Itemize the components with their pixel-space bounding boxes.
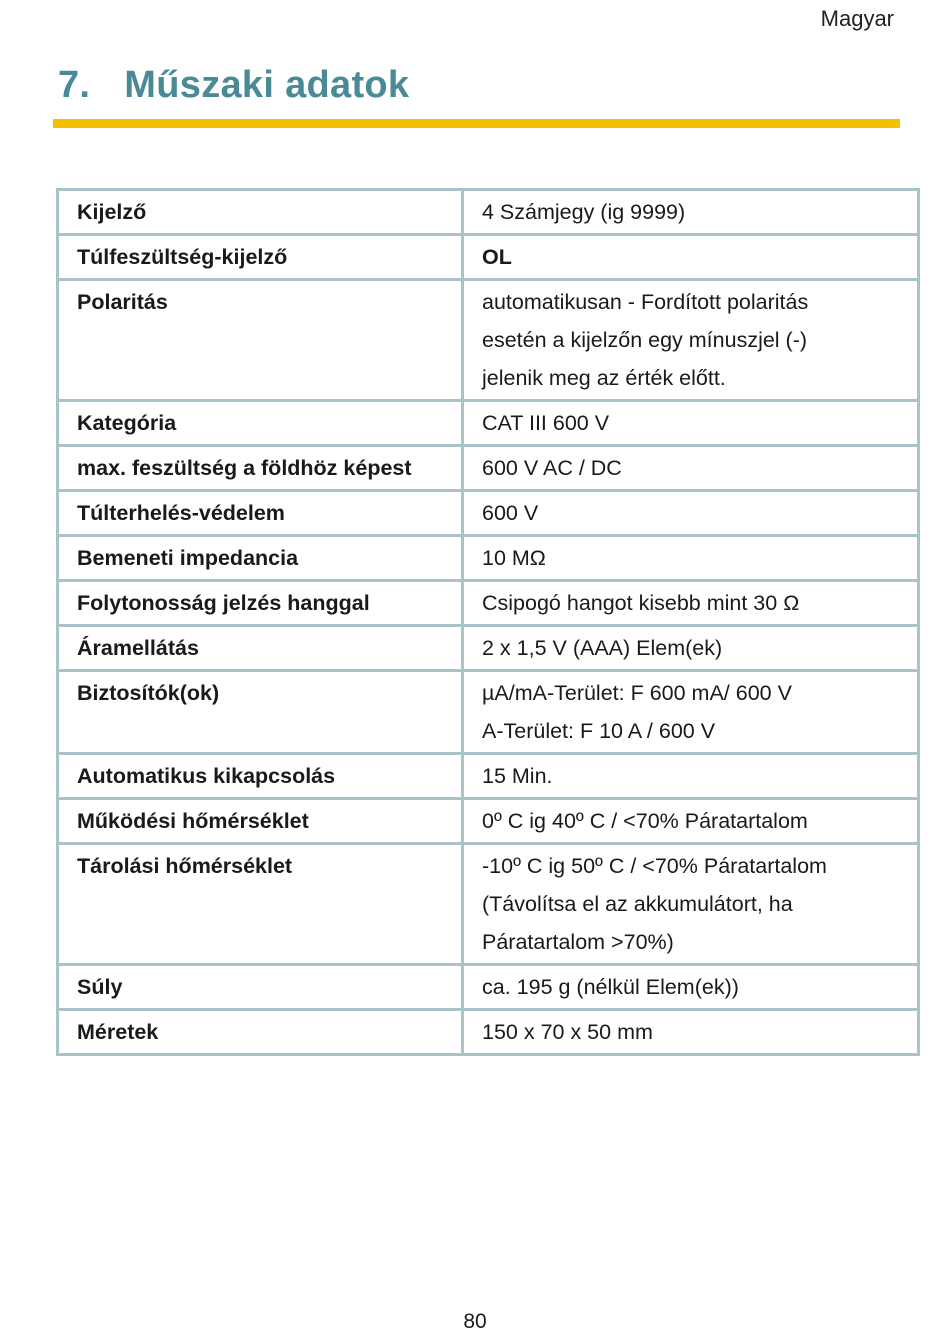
specifications-table	[56, 188, 920, 1056]
spec-label: Működési hőmérséklet	[58, 799, 463, 844]
spec-value	[463, 671, 919, 754]
spec-value-line: 600 V	[482, 501, 539, 525]
spec-label: Túlfeszültség-kijelző	[58, 235, 463, 280]
spec-value-line: µA/mA-Terület: F 600 mA/ 600 V	[482, 681, 792, 705]
spec-value-line: 600 V AC / DC	[482, 456, 622, 480]
language-label: Magyar	[820, 6, 894, 31]
table-row	[58, 799, 919, 844]
spec-value	[463, 799, 919, 844]
spec-value-line: jelenik meg az érték előtt.	[482, 366, 726, 390]
table-row	[58, 446, 919, 491]
table-row	[58, 581, 919, 626]
spec-value-line: OL	[482, 245, 512, 269]
spec-label: Kijelző	[58, 190, 463, 235]
spec-value	[463, 536, 919, 581]
page-number: 80	[463, 1310, 487, 1333]
table-row	[58, 491, 919, 536]
spec-label: Kategória	[58, 401, 463, 446]
spec-value-line: 15 Min.	[482, 764, 553, 788]
spec-value-line: 150 x 70 x 50 mm	[482, 1020, 653, 1044]
spec-label: Automatikus kikapcsolás	[58, 754, 463, 799]
spec-label: Biztosítók(ok)	[58, 671, 463, 754]
spec-value	[463, 235, 919, 280]
table-row	[58, 235, 919, 280]
spec-label: Polaritás	[58, 280, 463, 401]
spec-value-line: A-Terület: F 10 A / 600 V	[482, 719, 716, 743]
table-row	[58, 754, 919, 799]
spec-value-line: 4 Számjegy (ig 9999)	[482, 200, 686, 224]
spec-value	[463, 965, 919, 1010]
table-row	[58, 844, 919, 965]
spec-label: Súly	[58, 965, 463, 1010]
spec-value	[463, 401, 919, 446]
table-row	[58, 280, 919, 401]
spec-value	[463, 1010, 919, 1055]
spec-value	[463, 581, 919, 626]
spec-value-line: ca. 195 g (nélkül Elem(ek))	[482, 975, 739, 999]
spec-value	[463, 626, 919, 671]
table-row	[58, 965, 919, 1010]
table-row	[58, 401, 919, 446]
spec-value	[463, 844, 919, 965]
spec-value-line: (Távolítsa el az akkumulátort, ha	[482, 892, 793, 916]
spec-label: Tárolási hőmérséklet	[58, 844, 463, 965]
table-row	[58, 190, 919, 235]
spec-value-line: Csipogó hangot kisebb mint 30 Ω	[482, 591, 800, 615]
spec-value	[463, 754, 919, 799]
spec-label: Bemeneti impedancia	[58, 536, 463, 581]
section-heading	[58, 64, 409, 107]
table-row	[58, 1010, 919, 1055]
spec-value-line: esetén a kijelzőn egy mínuszjel (-)	[482, 328, 808, 352]
spec-value-line: -10º C ig 50º C / <70% Páratartalom	[482, 854, 827, 878]
section-number: 7.	[58, 64, 91, 106]
spec-label: Folytonosság jelzés hanggal	[58, 581, 463, 626]
table-row	[58, 671, 919, 754]
spec-value-line: CAT III 600 V	[482, 411, 610, 435]
heading-underline	[53, 119, 900, 128]
spec-value-line: 0º C ig 40º C / <70% Páratartalom	[482, 809, 808, 833]
spec-label: max. feszültség a földhöz képest	[58, 446, 463, 491]
spec-label: Túlterhelés-védelem	[58, 491, 463, 536]
spec-label: Méretek	[58, 1010, 463, 1055]
spec-value-line: 2 x 1,5 V (AAA) Elem(ek)	[482, 636, 723, 660]
table-row	[58, 536, 919, 581]
spec-value	[463, 491, 919, 536]
spec-value	[463, 190, 919, 235]
spec-value-line: Páratartalom >70%)	[482, 930, 674, 954]
spec-value-line: automatikusan - Fordított polaritás	[482, 290, 809, 314]
table-row	[58, 626, 919, 671]
spec-label: Áramellátás	[58, 626, 463, 671]
spec-value	[463, 280, 919, 401]
section-title: Műszaki adatok	[124, 64, 410, 106]
spec-value	[463, 446, 919, 491]
spec-value-line: 10 MΩ	[482, 546, 546, 570]
